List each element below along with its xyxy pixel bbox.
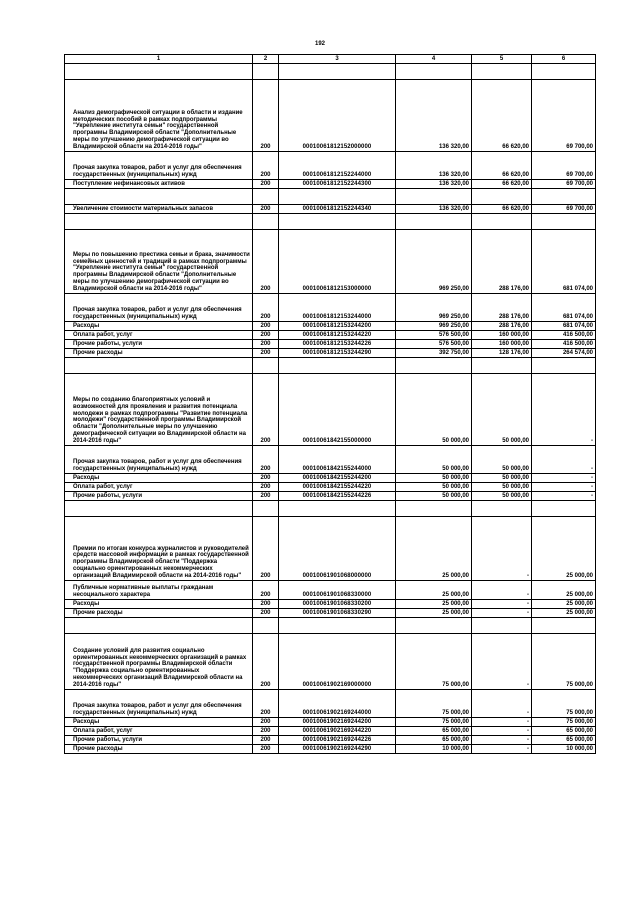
- table-row: [65, 736, 596, 745]
- row-code: 00010061902169244290: [279, 745, 396, 754]
- row-code: 00010061812152000000: [279, 80, 396, 152]
- row-col6: 416 500,00: [532, 331, 596, 340]
- row-col6: 69 700,00: [532, 205, 596, 214]
- row-col5: 66 620,00: [472, 80, 532, 152]
- column-number-row: [65, 55, 596, 64]
- row-col5: 50 000,00: [472, 374, 532, 446]
- row-code: 00010061812153244000: [279, 294, 396, 322]
- row-name: Премии по итогам конкурса журналистов и руководителей средств массовой информации в рамках государственной программы Владимирской области "Поддержка социально ориентированных некоммерческих организаций Владимирской области на 2014-2016 годы": [65, 517, 253, 581]
- row-name: Прочие работы, услуги: [65, 736, 253, 745]
- table-row: [65, 474, 596, 483]
- table-row: [65, 294, 596, 322]
- table-row: [65, 718, 596, 727]
- table-row: [65, 322, 596, 331]
- row-col6: 681 074,00: [532, 294, 596, 322]
- row-kvr: 200: [253, 80, 279, 152]
- row-name: Публичные нормативные выплаты гражданам несоциального характера: [65, 581, 253, 600]
- row-col5: 50 000,00: [472, 492, 532, 501]
- spacer-row: [65, 189, 596, 205]
- row-kvr: 200: [253, 517, 279, 581]
- row-col5: -: [472, 581, 532, 600]
- row-name: Увеличение стоимости материальных запасов: [65, 205, 253, 214]
- row-col6: 25 000,00: [532, 517, 596, 581]
- table-row: [65, 581, 596, 600]
- row-name: Расходы: [65, 718, 253, 727]
- row-name: Прочая закупка товаров, работ и услуг для обеспечения государственных (муниципальных) нужд: [65, 294, 253, 322]
- row-total: 576 500,00: [396, 340, 472, 349]
- table-row: [65, 690, 596, 718]
- spacer-row: [65, 64, 596, 80]
- row-col5: -: [472, 745, 532, 754]
- row-col6: 25 000,00: [532, 609, 596, 618]
- row-kvr: 200: [253, 581, 279, 600]
- row-code: 00010061812153244220: [279, 331, 396, 340]
- row-name: Анализ демографической ситуации в области и издание методических пособий в рамках подпрограммы "Укрепление института семьи" государственной программы Владимирской области "Дополнительные меры по улучшению демографической ситуации во Владимирской области на 2014-2016 годы": [65, 80, 253, 152]
- row-col6: 75 000,00: [532, 634, 596, 690]
- table-row: [65, 374, 596, 446]
- row-code: 00010061901068330000: [279, 581, 396, 600]
- column-header: 3: [279, 55, 396, 64]
- row-total: 25 000,00: [396, 581, 472, 600]
- row-total: 50 000,00: [396, 483, 472, 492]
- row-col6: 69 700,00: [532, 80, 596, 152]
- row-col5: 160 000,00: [472, 331, 532, 340]
- row-code: 00010061902169244220: [279, 727, 396, 736]
- row-col5: 288 176,00: [472, 294, 532, 322]
- row-code: 00010061901068330200: [279, 600, 396, 609]
- row-code: 00010061812152244000: [279, 152, 396, 180]
- row-code: 00010061812153000000: [279, 230, 396, 294]
- row-name: Расходы: [65, 322, 253, 331]
- row-kvr: 200: [253, 600, 279, 609]
- row-kvr: 200: [253, 294, 279, 322]
- row-kvr: 200: [253, 492, 279, 501]
- row-code: 00010061842155244220: [279, 483, 396, 492]
- row-name: Прочая закупка товаров, работ и услуг для обеспечения государственных (муниципальных) нужд: [65, 690, 253, 718]
- table-row: [65, 230, 596, 294]
- row-code: 00010061842155000000: [279, 374, 396, 446]
- table-row: [65, 517, 596, 581]
- row-col5: 128 176,00: [472, 349, 532, 358]
- row-kvr: 200: [253, 474, 279, 483]
- row-code: 00010061902169244200: [279, 718, 396, 727]
- row-col6: -: [532, 374, 596, 446]
- table-row: [65, 180, 596, 189]
- row-code: 00010061902169244000: [279, 690, 396, 718]
- row-name: Прочая закупка товаров, работ и услуг для обеспечения государственных (муниципальных) нужд: [65, 446, 253, 474]
- row-total: 65 000,00: [396, 727, 472, 736]
- row-kvr: 200: [253, 322, 279, 331]
- row-code: 00010061842155244226: [279, 492, 396, 501]
- row-name: Оплата работ, услуг: [65, 727, 253, 736]
- row-col5: 288 176,00: [472, 230, 532, 294]
- row-col5: 66 620,00: [472, 152, 532, 180]
- table-row: [65, 80, 596, 152]
- spacer-row: [65, 618, 596, 634]
- row-kvr: 200: [253, 180, 279, 189]
- row-col6: -: [532, 492, 596, 501]
- row-kvr: 200: [253, 152, 279, 180]
- column-header: 6: [532, 55, 596, 64]
- row-total: 576 500,00: [396, 331, 472, 340]
- spacer-row: [65, 358, 596, 374]
- row-total: 136 320,00: [396, 180, 472, 189]
- row-total: 75 000,00: [396, 690, 472, 718]
- row-col5: -: [472, 609, 532, 618]
- row-total: 10 000,00: [396, 745, 472, 754]
- table-row: [65, 492, 596, 501]
- row-col6: 69 700,00: [532, 152, 596, 180]
- column-header: 1: [65, 55, 253, 64]
- table-row: [65, 745, 596, 754]
- row-col5: -: [472, 727, 532, 736]
- table-row: [65, 483, 596, 492]
- row-code: 00010061812153244290: [279, 349, 396, 358]
- row-total: 50 000,00: [396, 474, 472, 483]
- row-total: 392 750,00: [396, 349, 472, 358]
- row-name: Прочие расходы: [65, 349, 253, 358]
- row-code: 00010061901068000000: [279, 517, 396, 581]
- table-row: [65, 349, 596, 358]
- row-name: Прочая закупка товаров, работ и услуг для обеспечения государственных (муниципальных) нужд: [65, 152, 253, 180]
- table-row: [65, 727, 596, 736]
- row-col6: -: [532, 446, 596, 474]
- row-total: 50 000,00: [396, 374, 472, 446]
- column-header: 5: [472, 55, 532, 64]
- spacer-row: [65, 501, 596, 517]
- row-total: 25 000,00: [396, 517, 472, 581]
- row-kvr: 200: [253, 230, 279, 294]
- row-col5: 50 000,00: [472, 483, 532, 492]
- row-col5: -: [472, 634, 532, 690]
- row-total: 75 000,00: [396, 718, 472, 727]
- row-col5: 50 000,00: [472, 474, 532, 483]
- row-col6: 65 000,00: [532, 727, 596, 736]
- row-name: Поступление нефинансовых активов: [65, 180, 253, 189]
- row-kvr: 200: [253, 374, 279, 446]
- row-col6: 264 574,00: [532, 349, 596, 358]
- row-name: Прочие работы, услуги: [65, 340, 253, 349]
- row-kvr: 200: [253, 331, 279, 340]
- row-kvr: 200: [253, 349, 279, 358]
- row-col6: 10 000,00: [532, 745, 596, 754]
- row-kvr: 200: [253, 634, 279, 690]
- row-total: 25 000,00: [396, 609, 472, 618]
- row-col6: 681 074,00: [532, 322, 596, 331]
- row-code: 00010061902169000000: [279, 634, 396, 690]
- row-total: 969 250,00: [396, 322, 472, 331]
- table-row: [65, 446, 596, 474]
- budget-table: [64, 54, 596, 754]
- row-kvr: 200: [253, 340, 279, 349]
- row-col5: -: [472, 690, 532, 718]
- row-total: 136 320,00: [396, 80, 472, 152]
- row-code: 00010061901068330290: [279, 609, 396, 618]
- row-col6: 416 500,00: [532, 340, 596, 349]
- row-kvr: 200: [253, 483, 279, 492]
- row-code: 00010061812152244340: [279, 205, 396, 214]
- table-row: [65, 331, 596, 340]
- row-code: 00010061842155244000: [279, 446, 396, 474]
- row-col5: -: [472, 517, 532, 581]
- row-code: 00010061812153244226: [279, 340, 396, 349]
- row-kvr: 200: [253, 718, 279, 727]
- row-col6: 75 000,00: [532, 690, 596, 718]
- row-name: Меры по повышению престижа семьи и брака, значимости семейных ценностей и традиций в рамках подпрограммы "Укрепление института семьи" государственной программы Владимирской области "Дополнительные меры по улучшению демографической ситуации во Владимирской области на 2014-2016 годы": [65, 230, 253, 294]
- row-total: 25 000,00: [396, 600, 472, 609]
- row-col6: 681 074,00: [532, 230, 596, 294]
- row-code: 00010061812152244300: [279, 180, 396, 189]
- spacer-row: [65, 214, 596, 230]
- row-col5: -: [472, 718, 532, 727]
- row-kvr: 200: [253, 745, 279, 754]
- row-kvr: 200: [253, 205, 279, 214]
- row-code: 00010061902169244226: [279, 736, 396, 745]
- row-kvr: 200: [253, 736, 279, 745]
- row-name: Меры по созданию благоприятных условий и возможностей для проявления и развития потенциала молодежи в рамках подпрограммы "Развитие потенциала молодежи" государственной программы Владимирской области "Дополнительные меры по улучшению демографической ситуации во Владимирской области на 2014-2016 годы": [65, 374, 253, 446]
- row-total: 969 250,00: [396, 294, 472, 322]
- row-kvr: 200: [253, 609, 279, 618]
- row-col5: 66 620,00: [472, 180, 532, 189]
- row-name: Прочие расходы: [65, 745, 253, 754]
- row-total: 65 000,00: [396, 736, 472, 745]
- row-col6: -: [532, 474, 596, 483]
- row-name: Оплата работ, услуг: [65, 483, 253, 492]
- row-col6: 69 700,00: [532, 180, 596, 189]
- row-total: 75 000,00: [396, 634, 472, 690]
- row-total: 50 000,00: [396, 492, 472, 501]
- table-row: [65, 152, 596, 180]
- row-code: 00010061842155244200: [279, 474, 396, 483]
- column-header: 2: [253, 55, 279, 64]
- table-row: [65, 340, 596, 349]
- page-number: 192: [314, 41, 325, 47]
- row-total: 136 320,00: [396, 205, 472, 214]
- row-col5: 50 000,00: [472, 446, 532, 474]
- row-col5: -: [472, 736, 532, 745]
- table-row: [65, 634, 596, 690]
- row-col5: 160 000,00: [472, 340, 532, 349]
- row-col6: 25 000,00: [532, 581, 596, 600]
- row-col6: -: [532, 483, 596, 492]
- row-col6: 65 000,00: [532, 736, 596, 745]
- row-name: Расходы: [65, 474, 253, 483]
- row-name: Прочие работы, услуги: [65, 492, 253, 501]
- row-total: 50 000,00: [396, 446, 472, 474]
- row-col5: -: [472, 600, 532, 609]
- row-name: Создание условий для развития социально ориентированных некоммерческих организаций в рамках государственной программы Владимирской области "Поддержка социально ориентированных некоммерческих организаций Владимирской области на 2014-2016 годы": [65, 634, 253, 690]
- row-col6: 25 000,00: [532, 600, 596, 609]
- row-col5: 66 620,00: [472, 205, 532, 214]
- row-total: 969 250,00: [396, 230, 472, 294]
- row-code: 00010061812153244200: [279, 322, 396, 331]
- table-row: [65, 205, 596, 214]
- column-header: 4: [396, 55, 472, 64]
- row-total: 136 320,00: [396, 152, 472, 180]
- table-row: [65, 600, 596, 609]
- row-name: Оплата работ, услуг: [65, 331, 253, 340]
- row-name: Расходы: [65, 600, 253, 609]
- row-kvr: 200: [253, 690, 279, 718]
- row-kvr: 200: [253, 727, 279, 736]
- row-kvr: 200: [253, 446, 279, 474]
- row-col6: 75 000,00: [532, 718, 596, 727]
- table-row: [65, 609, 596, 618]
- row-name: Прочие расходы: [65, 609, 253, 618]
- row-col5: 288 176,00: [472, 322, 532, 331]
